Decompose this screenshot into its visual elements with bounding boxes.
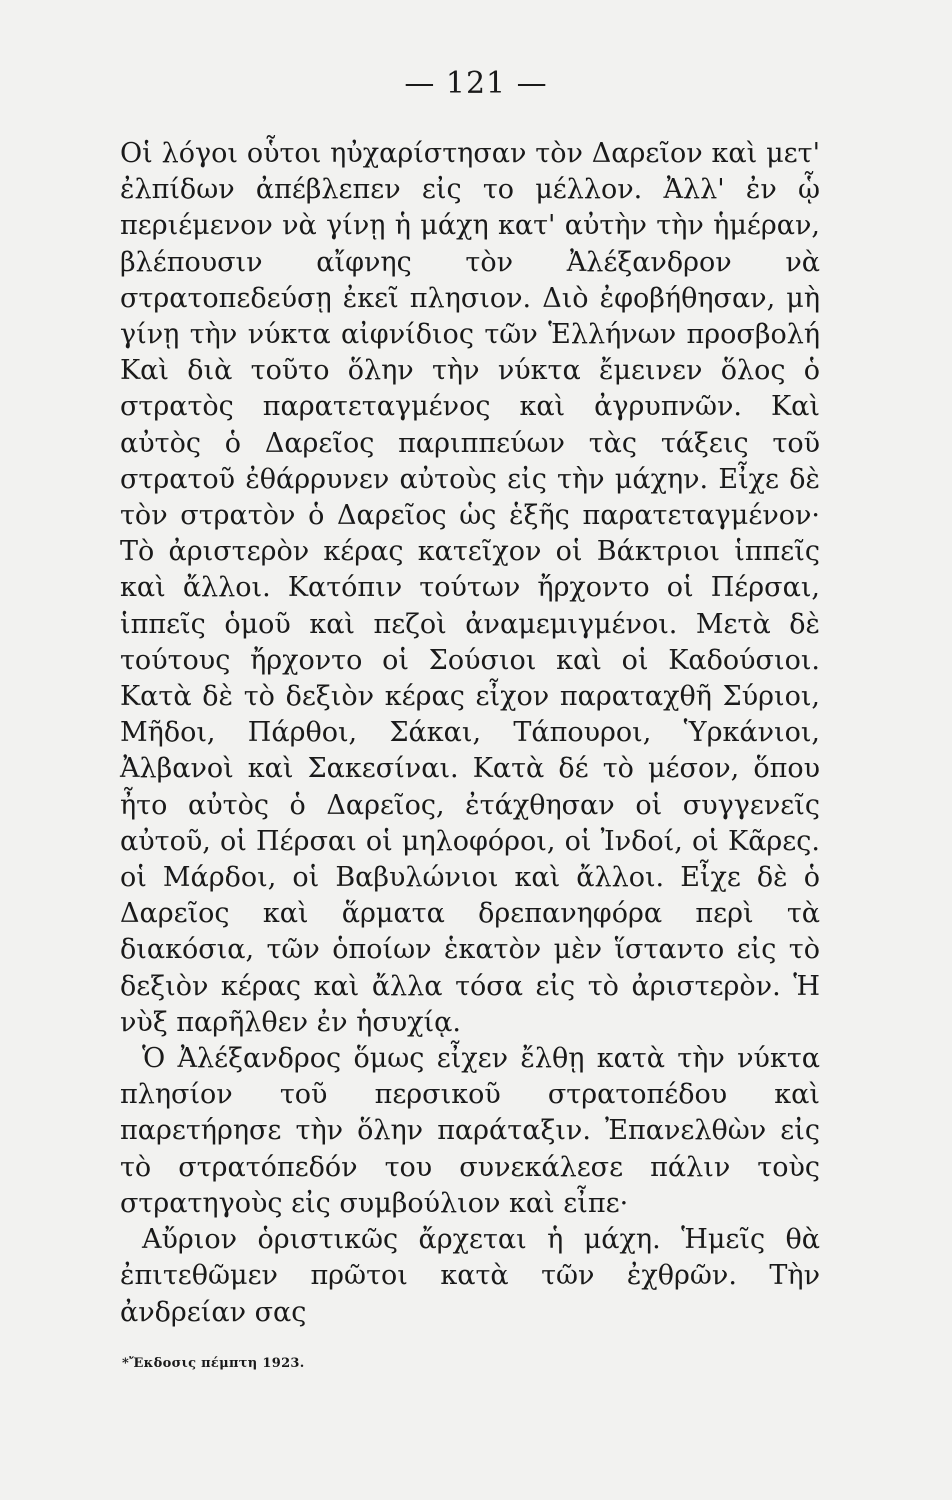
body-text xyxy=(120,136,820,1331)
paragraph-2: Ὁ Ἀλέξανδρος ὅμως εἶχεν ἔλθῃ κατὰ τὴν νύκτα πλησίον τοῦ περσικοῦ στρατοπέδου καὶ παρετήρησε τὴν ὅλην παράταξιν. Ἐπανελθὼν εἰς τὸ στρατόπεδόν του συνεκάλεσε πάλιν τοὺς στρατηγοὺς εἰς συμβούλιον καὶ εἶπε· xyxy=(120,1043,820,1219)
edition-footnote: *Ἔκδοσις πέμπτη 1923. xyxy=(122,1356,305,1371)
paragraph-1: Οἱ λόγοι οὗτοι ηὐχαρίστησαν τὸν Δαρεῖον καὶ μετ' ἐλπίδων ἀπέβλεπεν εἰς το μέλλον. Ἀλλ' ἐν ᾧ περιέμενον νὰ γίνῃ ἡ μάχη κατ' αὐτὴν τὴν ἡμέραν, βλέπουσιν αἴφνης τὸν Ἀλέξανδρον νὰ στρατοπεδεύσῃ ἐκεῖ πλησιον. Διὸ ἐφοβήθησαν, μὴ γίνῃ τὴν νύκτα αἰφνίδιος τῶν Ἑλλήνων προσβολή Καὶ διὰ τοῦτο ὅλην τὴν νύκτα ἔμεινεν ὅλος ὁ στρατὸς παρατεταγμένος καὶ ἀγρυπνῶν. Καὶ αὐτὸς ὁ Δαρεῖος παριππεύων τὰς τάξεις τοῦ στρατοῦ ἐθάρρυνεν αὐτοὺς εἰς τὴν μάχην. Εἶχε δὲ τὸν στρατὸν ὁ Δαρεῖος ὡς ἑξῆς παρατεταγμένον· Τὸ ἀριστερὸν κέρας κατεῖχον οἱ Βάκτριοι ἱππεῖς καὶ ἄλλοι. Κατόπιν τούτων ἤρχοντο οἱ Πέρσαι, ἱππεῖς ὁμοῦ καὶ πεζοὶ ἀναμεμιγμένοι. Μετὰ δὲ τούτους ἤρχοντο οἱ Σούσιοι καὶ οἱ Καδούσιοι. Κατὰ δὲ τὸ δεξιὸν κέρας εἶχον παραταχθῆ Σύριοι, Μῆδοι, Πάρθοι, Σάκαι, Τάπουροι, Ὑρκάνιοι, Ἀλβανοὶ καὶ Σακεσίναι. Κατὰ δέ τὸ μέσον, ὅπου ἦτο αὐτὸς ὁ Δαρεῖος, ἐτάχθησαν οἱ συγγενεῖς αὐτοῦ, οἱ Πέρσαι οἱ μηλοφόροι, οἱ Ἰνδοί, οἱ Κᾶρες. οἱ Μάρδοι, οἱ Βαβυλώνιοι καὶ ἄλλοι. Εἶχε δὲ ὁ Δαρεῖος καὶ ἅρματα δρεπανηφόρα περὶ τὰ διακόσια, τῶν ὁποίων ἑκατὸν μὲν ἵσταντο εἰς τὸ δεξιὸν κέρας καὶ ἄλλα τόσα εἰς τὸ ἀριστερὸν. Ἡ νὺξ παρῆλθεν ἐν ἡσυχίᾳ. xyxy=(120,138,820,1038)
page-number: — 121 — xyxy=(404,66,548,101)
paragraph-3: Αὔριον ὁριστικῶς ἄρχεται ἡ μάχη. Ἡμεῖς θὰ ἐπιτεθῶμεν πρῶτοι κατὰ τῶν ἐχθρῶν. Τὴν ἀνδρείαν σας xyxy=(120,1224,820,1328)
